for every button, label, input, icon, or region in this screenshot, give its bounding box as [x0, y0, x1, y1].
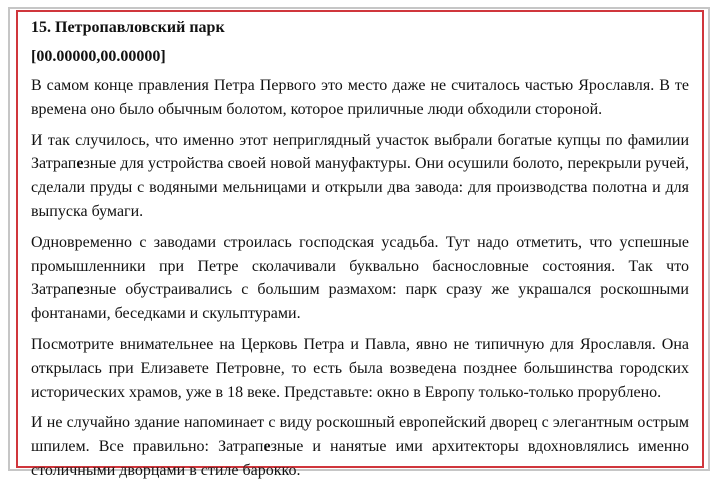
paragraph-5: [31, 411, 689, 480]
paragraph-5-text-start: И не случайно здание напоминает с виду роскошный европейский дворец с элегантным острым шпилем. Все правильно: Затрап: [31, 414, 689, 456]
coordinates-label: [00.00000,00.00000]: [31, 48, 166, 65]
stress-letter: е: [263, 438, 271, 456]
stress-letter: е: [76, 281, 84, 299]
paragraph-5-text-end: зные и нанятые ими архитекторы вдохновлялись именно столичными дворцами в стиле барокко.: [31, 438, 690, 479]
paragraph-4: Посмотрите внимательнее на Церковь Петра и Павла, явно не типичную для Ярославля. Она открылась при Елизавете Петровне, то есть была возведена позднее большинства городских исторических храмов, уже в 18 веке. Представьте: окно в Европу только-только прорублено.: [31, 335, 689, 401]
document-card: [16, 10, 704, 479]
paragraph-1: В самом конце правления Петра Первого это место даже не считалось частью Ярославля. В те времена оно было обычным болотом, которое приличные люди обходили стороной.: [31, 77, 689, 118]
paragraph-3-text-end: зные обустраивались с большим размахом: парк сразу же украшался роскошными фонтанами, беседками и скульптурами.: [31, 281, 689, 323]
paragraph-2-text-end: зные для устройства своей новой мануфактуры. Они осушили болото, перекрыли ручей, сделали пруды с водяными мельницами и открыли два завода: для производства полотна и для выпуска бумаги.: [31, 155, 689, 220]
paragraph-2: [31, 129, 689, 224]
paragraph-3-text-start: Одновременно с заводами строилась господская усадьба. Тут надо отметить, что успешные промышленники при Петре сколачивали буквально баснословные состояния. Так что Затрап: [31, 233, 689, 299]
paragraph-3: [31, 231, 689, 326]
stress-letter: е: [76, 155, 84, 173]
document-title: 15. Петропавловский парк: [31, 19, 225, 36]
paragraph-2-text-start: И так случилось, что именно этот неприглядный участок выбрали богатые купцы по фамилии Затрап: [31, 131, 689, 173]
